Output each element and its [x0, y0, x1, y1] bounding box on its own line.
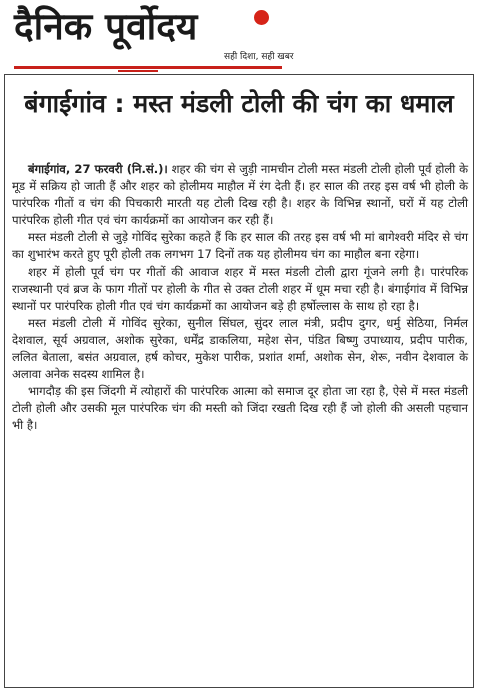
masthead-accent-line [118, 70, 158, 72]
article-paragraph-3: शहर में होली पूर्व चंग पर गीतों की आवाज शहर में मस्त मंडली टोली द्वारा गूंजने लगी है। पारंपरिक राजस्थानी एवं ब्रज के फाग गीतों पर होली के गीत से उक्त टोली शहर में धूम मचा रही है। बंगाईगांव में विभिन्न स्थानों पर पारंपरिक होली गीत एवं चंग कार्यक्रमों का आयोजन बड़े ही हर्षोल्लास के साथ हो रहा है। [12, 264, 468, 313]
article-body [12, 161, 468, 435]
newspaper-masthead [0, 0, 478, 74]
newspaper-tagline: सही दिशा, सही खबर [224, 52, 294, 62]
article-headline: बंगाईगांव : मस्त मंडली टोली की चंग का धमाल [24, 89, 454, 118]
article-paragraph-5: भागदौड़ की इस जिंदगी में त्योहारों की पारंपरिक आत्मा को समाज दूर होता जा रहा है, ऐसे में मस्त मंडली टोली होली और उसकी मूल पारंपरिक चंग की मस्ती को जिंदा रखती दिख रही हैं जो होली की असली पहचान भी है। [12, 384, 468, 433]
masthead-divider [14, 66, 282, 69]
paragraph-text: शहर की चंग से जुड़ी नामचीन टोली मस्त मंडली टोली होली पूर्व होली के मूड में सक्रिय हो जाती हैं और शहर को होलीमय माहौल में रंग देती हैं। हर साल की तरह इस वर्ष भी होली के पारंपरिक गीतों व चंग की पिचकारी मारती यह टोली दिख रही है। शहर के विभिन्न स्थानों, घरों में यह टोली पारंपरिक होली गीत एवं चंग कार्यक्रमों का आयोजन कर रही हैं। [12, 162, 468, 228]
article-paragraph-1 [12, 161, 468, 229]
article-dateline: बंगाईगांव, 27 फरवरी (नि.सं.)। [28, 162, 168, 176]
logo-red-dot [254, 10, 269, 25]
article-paragraph-4: मस्त मंडली टोली में गोविंद सुरेका, सुनील सिंघल, सुंदर लाल मंत्री, प्रदीप दुगर, धर्मु सेठिया, निर्मल देशवाल, सूर्य अग्रवाल, अशोक सुरेका, धर्मेंद्र डाकलिया, महेश सेन, पंडित बिष्णु उपाध्याय, प्रदीप पारीक, ललित बेताला, बसंत अग्रवाल, हर्ष कोचर, मुकेश पारीक, प्रशांत शर्मा, अशोक सेन, शेरू, नवीन देशवाल के अलावा अनेक सदस्य शामिल है। [12, 315, 468, 382]
newspaper-logo: दैनिक पूर्वोदय [14, 5, 198, 48]
article-paragraph-2: मस्त मंडली टोली से जुड़े गोविंद सुरेका कहते हैं कि हर साल की तरह इस वर्ष भी मां बागेश्वरी मंदिर से चंग का शुभारंभ करते हुए पूरी होली तक लगभग 17 दिनों तक यह होलीमय चंग का माहौल बना रहेगा। [12, 230, 468, 262]
news-article [4, 74, 474, 688]
